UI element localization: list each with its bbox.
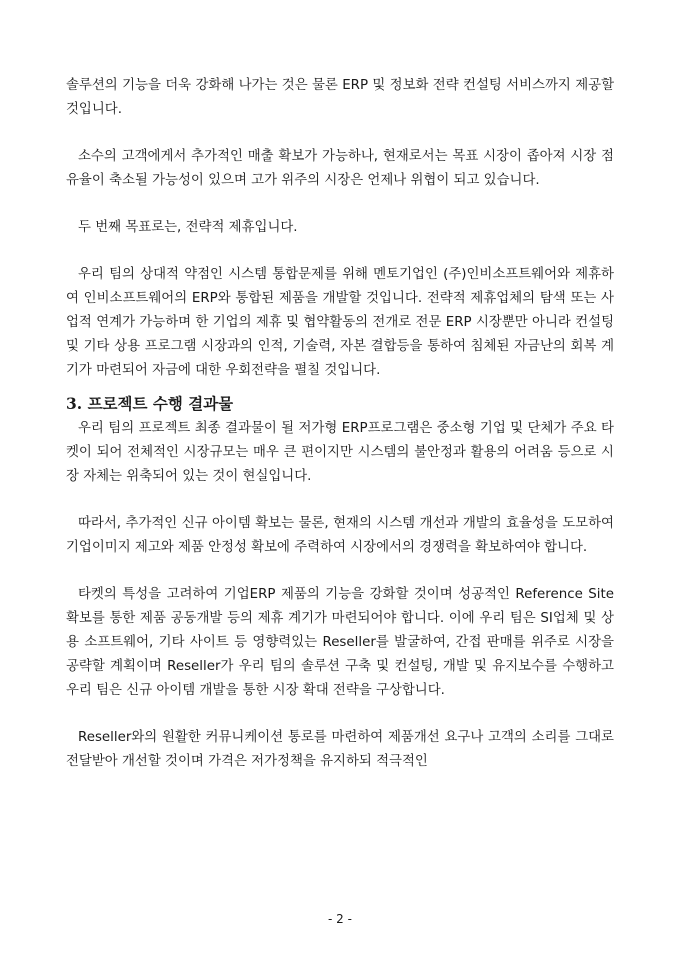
paragraph-reseller-strategy: 타켓의 특성을 고려하여 기업ERP 제품의 기능을 강화할 것이며 성공적인 Reference Site 확보를 통한 제품 공동개발 등의 제휴 계기가 마련되어야 합니다. 이에 우리 팀은 SI업체 및 상용 소프트웨어, 기타 사이트 등 영향력있는 Reseller를 발굴하여, 간접 판매를 위주로 시장을 공략할 계획이며 Reseller가 우리 팀의 솔루션 구축 및 컨설팅, 개발 및 유지보수를 수행하고 우리 팀은 신규 아이템 개발을 통한 시장 확대 전략을 구상합니다. xyxy=(66,587,614,698)
section-heading: 3. 프로젝트 수행 결과물 xyxy=(66,394,234,413)
paragraph-strategic-alliance: 우리 팀의 상대적 약점인 시스템 통합문제를 위해 멘토기업인 (주)인비소프트웨어와 제휴하여 인비소프트웨어의 ERP와 통합된 제품을 개발할 것입니다. 전략적 제휴업체의 탐색 또는 사업적 연계가 가능하며 한 기업의 제휴 및 협약활동의 전개로 전문 ERP 시장뿐만 아니라 컨설팅 및 기타 상용 프로그램 시장과의 인적, 기술력, 자본 결합등을 통하여 침체된 자금난의 회복 계기가 마련되어 자금에 대한 우회전략을 펼칠 것입니다. xyxy=(66,267,614,378)
page-number: - 2 - xyxy=(328,912,352,926)
paragraph-second-goal: 두 번째 목표로는, 전략적 제휴입니다. xyxy=(78,220,298,235)
paragraph-customer-risk: 소수의 고객에게서 추가적인 매출 확보가 가능하나, 현재로서는 목표 시장이 좁아져 시장 점유율이 축소될 가능성이 있으며 고가 위주의 시장은 언제나 위협이 되고 있습니다. xyxy=(66,149,614,188)
paragraph-continued: 솔루션의 기능을 더욱 강화해 나가는 것은 물론 ERP 및 정보화 전략 컨설팅 서비스까지 제공할 것입니다. xyxy=(66,78,614,117)
paragraph-competitiveness: 따라서, 추가적인 신규 아이템 확보는 물론, 현재의 시스템 개선과 개발의 효율성을 도모하여 기업이미지 제고와 제품 안정성 확보에 주력하여 시장에서의 경쟁력을 확보하여야 합니다. xyxy=(66,516,614,555)
paragraph-reseller-communication: Reseller와의 원활한 커뮤니케이션 통로를 마련하여 제품개선 요구나 고객의 소리를 그대로 전달받아 개선할 것이며 가격은 저가정책을 유지하되 적극적인 xyxy=(66,730,614,769)
paragraph-final-deliverable: 우리 팀의 프로젝트 최종 결과물이 될 저가형 ERP프로그램은 중소형 기업 및 단체가 주요 타켓이 되어 전체적인 시장규모는 매우 큰 편이지만 시스템의 불안정과 활용의 어려움 등으로 시장 자체는 위축되어 있는 것이 현실입니다. xyxy=(66,421,614,484)
